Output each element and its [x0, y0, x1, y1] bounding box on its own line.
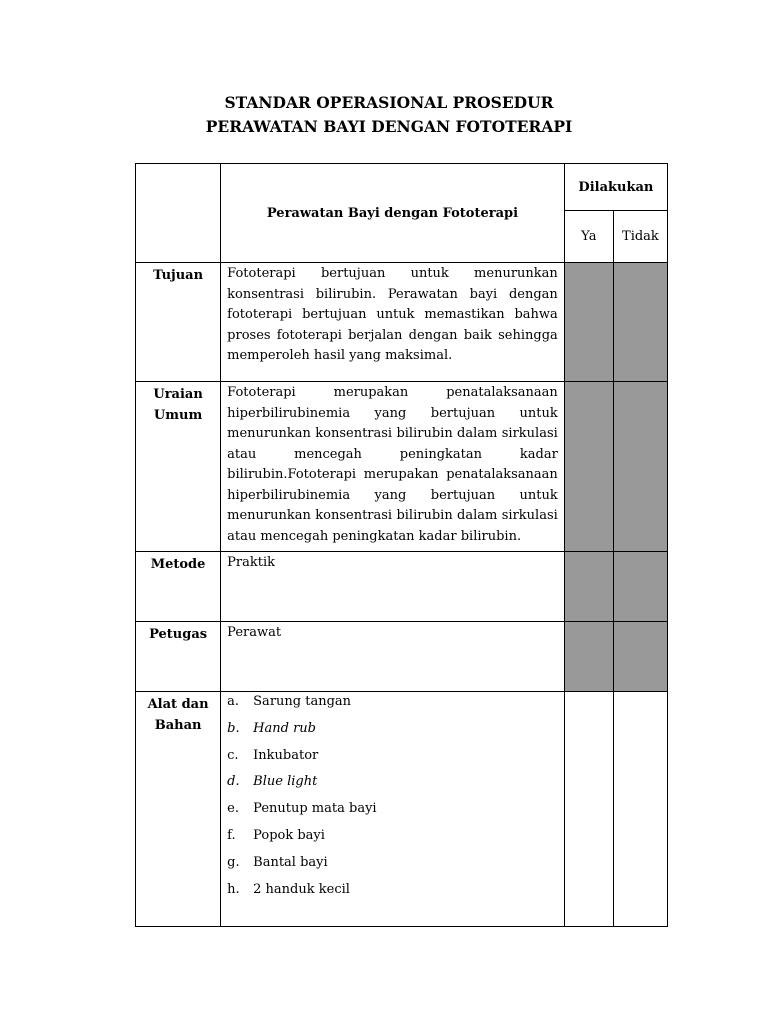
row-text-metode: Praktik [221, 552, 565, 622]
list-marker: c. [227, 747, 239, 763]
row-alat-dan-bahan [136, 692, 668, 927]
check-cell-no-tujuan [613, 263, 667, 382]
row-uraian-umum [136, 382, 668, 552]
header-done-cell: Dilakukan [564, 164, 667, 211]
row-label-alat-line-2: Bahan [154, 718, 202, 733]
check-cell-no-petugas [613, 622, 667, 692]
document-title-line-2: PERAWATAN BAYI DENGAN FOTOTERAPI [205, 117, 573, 136]
list-item [227, 854, 558, 881]
header-yes-cell: Ya [564, 211, 613, 263]
list-item-text: Hand rub [253, 720, 316, 736]
check-cell-no-uraian [613, 382, 667, 552]
list-item-text: Popok bayi [253, 827, 325, 843]
list-item-text: Sarung tangan [253, 694, 352, 709]
row-text-tujuan: Fototerapi bertujuan untuk menurunkan konsentrasi bilirubin. Perawatan bayi dengan fototerapi bertujuan untuk memastikan bahwa proses fototerapi berjalan dengan baik sehingga memperoleh hasil yang maksimal. [221, 263, 565, 382]
list-marker: d. [227, 774, 240, 790]
row-label-uraian-umum [136, 382, 221, 552]
equipment-list [221, 692, 564, 907]
row-label-uraian-line-1: Uraian [153, 387, 203, 402]
row-text-petugas: Perawat [221, 622, 565, 692]
list-item-text: Inkubator [253, 747, 319, 763]
row-label-petugas: Petugas [136, 622, 221, 692]
list-item [227, 800, 558, 827]
header-no-cell: Tidak [613, 211, 667, 263]
row-label-tujuan: Tujuan [136, 263, 221, 382]
check-cell-no-alat [613, 692, 667, 927]
check-cell-yes-petugas [564, 622, 613, 692]
document-title-line-1: STANDAR OPERASIONAL PROSEDUR [224, 93, 554, 112]
header-procedure-cell: Perawatan Bayi dengan Fototerapi [221, 164, 565, 263]
check-cell-yes-uraian [564, 382, 613, 552]
row-tujuan [136, 263, 668, 382]
list-marker: a. [227, 694, 240, 709]
check-cell-yes-metode [564, 552, 613, 622]
row-text-uraian-umum: Fototerapi merupakan penatalaksanaan hiperbilirubinemia yang bertujuan untuk menurunkan konsentrasi bilirubin dalam sirkulasi atau mencegah peningkatan kadar bilirubin.Fototerapi merupakan penatalaksanaan hiperbilirubinemia yang bertujuan untuk menurunkan konsentrasi bilirubin dalam sirkulasi atau mencegah peningkatan kadar bilirubin. [221, 382, 565, 552]
list-marker: b. [227, 720, 240, 736]
sop-table [135, 163, 668, 927]
list-item [227, 747, 558, 774]
row-label-alat-dan-bahan [136, 692, 221, 927]
list-item [227, 693, 558, 720]
list-item-text: Blue light [253, 774, 318, 790]
list-item [227, 881, 558, 908]
check-cell-yes-tujuan [564, 263, 613, 382]
list-item [227, 827, 558, 854]
check-cell-no-metode [613, 552, 667, 622]
list-marker: g. [227, 854, 240, 870]
list-marker: e. [227, 801, 239, 817]
list-item [227, 773, 558, 800]
list-marker: h. [227, 881, 240, 897]
list-item-text: 2 handuk kecil [253, 881, 350, 897]
check-cell-yes-alat [564, 692, 613, 927]
list-item [227, 720, 558, 747]
list-marker: f. [227, 827, 236, 843]
row-label-alat-line-1: Alat dan [147, 697, 209, 712]
row-label-metode: Metode [136, 552, 221, 622]
row-list-alat-dan-bahan [221, 692, 565, 927]
row-metode [136, 552, 668, 622]
list-item-text: Bantal bayi [253, 854, 328, 870]
row-petugas [136, 622, 668, 692]
header-empty-cell [136, 164, 221, 263]
row-label-uraian-line-2: Umum [153, 408, 203, 423]
list-item-text: Penutup mata bayi [253, 801, 377, 817]
header-row-1 [136, 164, 668, 211]
